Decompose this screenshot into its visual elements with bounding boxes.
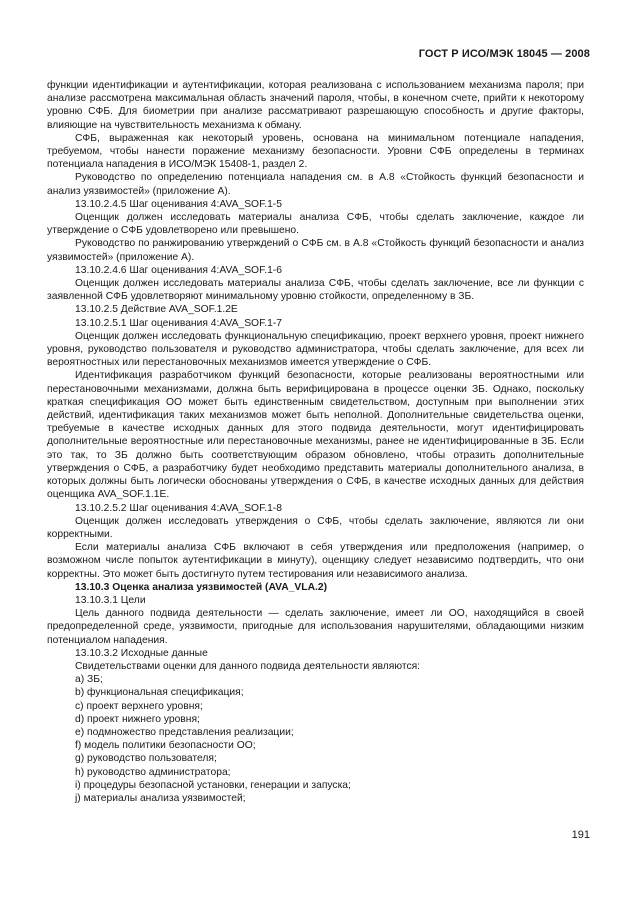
paragraph: 13.10.2.4.6 Шаг оценивания 4:AVA_SOF.1-6 [75, 264, 282, 276]
paragraph: h) руководство администратора; [75, 766, 231, 778]
paragraph: e) подмножество представления реализации; [75, 726, 294, 738]
paragraph: Свидетельствами оценки для данного подвида деятельности являются: [75, 660, 421, 672]
page-number: 191 [571, 829, 590, 841]
paragraph: Если материалы анализа СФБ включают в себя утверждения или предположения (например, о возможном числе попыток аутентификации в минуту), оценщику следует независимо подтвердить, что они корректны. Это может быть достигнуто путем тестирования или независимого анализа. [47, 542, 584, 580]
page-header: ГОСТ Р ИСО/МЭК 18045 — 2008 [418, 48, 590, 60]
document-body [47, 79, 584, 805]
paragraph: Оценщик должен исследовать функциональную спецификацию, проект верхнего уровня, проект нижнего уровня, руководство пользователя и руководство администратора, чтобы сделать заключение, для всех ли вероятностных или перестановочных механизмов имеется утверждение о СФБ. [47, 330, 584, 369]
paragraph: 13.10.2.4.5 Шаг оценивания 4:AVA_SOF.1-5 [75, 198, 282, 210]
paragraph: Оценщик должен исследовать утверждения о СФБ, чтобы сделать заключение, являются ли они корректными. [47, 515, 584, 540]
paragraph: Оценщик должен исследовать материалы анализа СФБ, чтобы сделать заключение, все ли функции с заявленной СФБ удовлетворяют минимальному уровню стойкости, определенному в ЗБ. [47, 278, 584, 303]
paragraph: Руководство по определению потенциала нападения см. в А.8 «Стойкость функций безопасности и анализ уязвимостей» (приложение А). [47, 172, 584, 197]
paragraph: Цель данного подвида деятельности — сделать заключение, имеет ли ОО, находящийся в своей предопределенной среде, уязвимости, пригодные для использования нарушителями, обладающими низким потенциалом нападения. [47, 608, 584, 646]
paragraph: СФБ, выраженная как некоторый уровень, основана на минимальном потенциале нападения, требуемом, чтобы нанести поражение механизму безопасности. Уровни СФБ определены в терминах потенциала нападения в ИСО/МЭК 15408-1, раздел 2. [47, 132, 584, 171]
paragraph: f) модель политики безопасности ОО; [75, 740, 256, 752]
paragraph: функции идентификации и аутентификации, которая реализована с использованием механизма пароля; при анализе рассмотрена максимальная область значений пароля, чтобы, в конечном счете, прийти к некоторому уровню СФБ. Для биометрии при анализе рассматривают разрешающую способность и другие факторы, влияющие на чувствительность механизма к обману. [47, 80, 584, 131]
paragraph: a) ЗБ; [75, 674, 103, 686]
paragraph: g) руководство пользователя; [75, 753, 217, 765]
paragraph: Идентификация разработчиком функций безопасности, которые реализованы вероятностными или перестановочными механизмами, должна быть верифицирована в процессе оценки ЗБ. Однако, поскольку краткая спецификация ОО может быть единственным свидетельством, доступным при выполнении этих действий, идентификация таких механизмов может быть неполной. Дополнительные свидетельства оценки, требуемые в качестве исходных данных для этого подвида деятельности, могут идентифицировать дополнительные вероятностные или перестановочные механизмы, ранее не идентифицированные в ЗБ. Если это так, то ЗБ должно быть соответствующим образом обновлено, чтобы отразить дополнительные утверждения о СФБ, а разработчику будет необходимо представить материалы дополнительного анализа, в которых должны быть логически обоснованы утверждения о СФБ, в качестве исходных данных для действия оценщика AVA_SOF.1.1E. [47, 370, 584, 501]
paragraph: c) проект верхнего уровня; [75, 700, 203, 712]
paragraph: b) функциональная спецификация; [75, 687, 244, 699]
paragraph: Оценщик должен исследовать материалы анализа СФБ, чтобы сделать заключение, каждое ли утверждение о СФБ удовлетворено или превышено. [47, 212, 584, 237]
paragraph: j) материалы анализа уязвимостей; [75, 792, 246, 804]
paragraph: 13.10.2.5.2 Шаг оценивания 4:AVA_SOF.1-8 [75, 502, 282, 514]
paragraph: d) проект нижнего уровня; [75, 713, 200, 725]
paragraph: 13.10.2.5 Действие AVA_SOF.1.2E [75, 304, 238, 316]
paragraph: 13.10.3.2 Исходные данные [75, 647, 208, 659]
paragraph: 13.10.3 Оценка анализа уязвимостей (AVA_VLA.2) [75, 581, 328, 593]
paragraph: Руководство по ранжированию утверждений о СФБ см. в А.8 «Стойкость функций безопасности и анализ уязвимостей» (приложение А). [47, 238, 584, 263]
paragraph: 13.10.2.5.1 Шаг оценивания 4:AVA_SOF.1-7 [75, 317, 282, 329]
paragraph: i) процедуры безопасной установки, генерации и запуска; [75, 779, 351, 791]
paragraph: 13.10.3.1 Цели [75, 594, 146, 606]
